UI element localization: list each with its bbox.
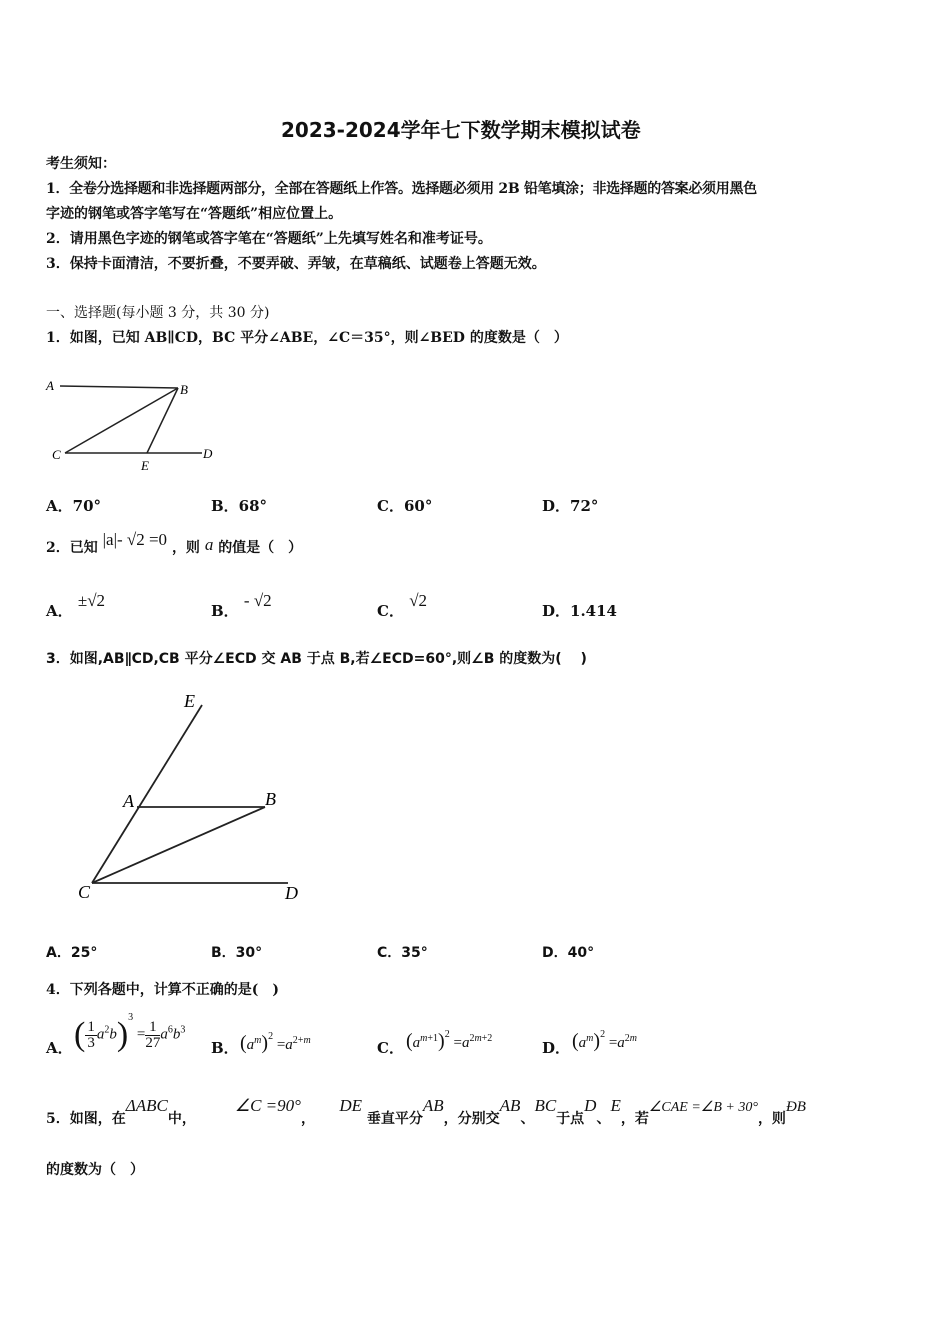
q4-option-a-formula: ( $\frac{1}{3}$ $a^2b)^3$ = $\frac{1}{27}$ $a^6b^3$ <box>74 1012 186 1053</box>
question-3-figure <box>70 685 310 910</box>
question-3-text: 3．如图,AB∥CD,CB 平分∠ECD 交 AB 于点 B,若∠ECD=60°,则∠B 的度数为( ) <box>46 651 587 667</box>
q2-option-c-label: C． <box>377 602 404 620</box>
q5-part-9: ，若 <box>620 1111 649 1127</box>
notice-line-1b: 字迹的钢笔或答字笔写在“答题纸”相应位置上。 <box>46 206 343 222</box>
label-a: A <box>46 378 54 393</box>
q2-option-d <box>542 600 617 621</box>
label-b: B <box>265 789 276 809</box>
q2-option-d-value: 1.414 <box>570 602 617 620</box>
q2-option-d-label: D． <box>542 602 571 620</box>
q5-part-5: ，分别交 <box>443 1111 500 1127</box>
q5-math-angle-c: ∠C =90° <box>234 1096 301 1115</box>
q5-math-bc: BC <box>534 1096 557 1115</box>
q2-part-1: 2．已知 <box>46 540 98 556</box>
q1-option-b: B．68° <box>211 497 268 515</box>
segment-cb <box>92 807 265 883</box>
q5-part-8: 、 <box>596 1111 611 1127</box>
q4-option-b-label: B． <box>211 1039 239 1057</box>
page-title: 2023-2024学年七下数学期末模拟试卷 <box>281 118 641 142</box>
q2-option-a-value: ±√2 <box>77 591 106 610</box>
notice-line-1a: 1．全卷分选择题和非选择题两部分，全部在答题纸上作答。选择题必须用 2B 铅笔填涂；非选择题的答案必须用黑色 <box>46 181 757 197</box>
q3-option-d: D．40° <box>542 945 595 961</box>
q2-part-3: 的值是（ ） <box>218 540 303 556</box>
label-b: B <box>180 382 188 397</box>
label-d: D <box>203 446 213 461</box>
notice-line-2: 2．请用黑色字迹的钢笔或答字笔在“答题纸”上先填写姓名和准考证号。 <box>46 231 492 247</box>
segment-ab <box>60 386 178 388</box>
q2-option-b-label: B． <box>211 602 239 620</box>
q2-part-2: ，则 <box>171 540 200 556</box>
q5-math-ab: AB <box>422 1096 444 1115</box>
q5-math-de: DE <box>339 1096 362 1115</box>
ray-ce <box>92 705 202 883</box>
q3-option-c: C．35° <box>377 945 428 961</box>
q5-part-6: 、 <box>520 1111 535 1127</box>
q2-option-c <box>377 590 428 620</box>
q4-option-c-formula: $(a^{m+1})^2 =a^{2m+2}$ <box>406 1029 493 1052</box>
label-a: A <box>123 791 134 811</box>
q5-math-e: E <box>610 1096 621 1115</box>
q3-option-a: A．25° <box>46 945 98 961</box>
q2-option-a-label: A． <box>46 602 73 620</box>
q5-part-1: 5．如图，在 <box>46 1111 126 1127</box>
q4-option-d-formula: $(a^m)^2 =a^{2m}$ <box>572 1029 638 1052</box>
q2-option-a <box>46 590 106 620</box>
q5-math-d: D <box>584 1096 597 1115</box>
label-e: E <box>184 691 195 711</box>
notice-heading: 考生须知： <box>46 156 116 172</box>
question-1-text: 1．如图，已知 AB∥CD，BC 平分∠ABE，∠C＝35°，则∠BED 的度数是（ ） <box>46 330 568 346</box>
q5-part-4: 垂直平分 <box>366 1111 423 1127</box>
label-d: D <box>285 883 298 903</box>
q1-option-a: A．70° <box>46 497 102 515</box>
label-c: C <box>78 882 91 902</box>
question-2-text <box>46 530 303 557</box>
q3-option-b: B．30° <box>211 945 263 961</box>
q5-part-10: ，则 <box>757 1111 786 1127</box>
notice-line-3: 3．保持卡面清洁，不要折叠，不要弄破、弄皱，在草稿纸、试题卷上答题无效。 <box>46 256 546 272</box>
q1-option-d: D．72° <box>542 497 599 515</box>
q5-math-angle-b: ÐB <box>785 1099 806 1115</box>
q5-part-3: ， <box>300 1111 315 1127</box>
q2-variable: a <box>204 535 214 554</box>
label-e: E <box>141 458 149 473</box>
q2-option-b <box>211 590 272 620</box>
q4-option-c-label: C． <box>377 1039 404 1057</box>
q4-option-d-label: D． <box>542 1039 571 1057</box>
q2-option-c-value: √2 <box>409 591 428 610</box>
q5-math-condition: ∠CAE =∠B + 30° <box>648 1100 758 1115</box>
q2-expression: |a|- √2 =0 <box>102 530 168 549</box>
q2-option-b-value: - √2 <box>243 591 272 610</box>
q5-part-2: 中， <box>167 1111 196 1127</box>
question-5-text <box>46 1096 806 1127</box>
q5-part-7: 于点 <box>556 1111 585 1127</box>
label-c: C <box>52 447 61 462</box>
question-4-text: 4．下列各题中，计算不正确的是( ) <box>46 982 279 998</box>
segment-cb <box>65 388 178 453</box>
question-5-line-2: 的度数为（ ） <box>46 1162 144 1178</box>
q4-option-a-label: A． <box>46 1039 73 1057</box>
q5-math-triangle: ΔABC <box>125 1096 168 1115</box>
question-1-figure <box>40 372 230 477</box>
q5-math-ab-2: AB <box>499 1096 521 1115</box>
q1-option-c: C．60° <box>377 497 433 515</box>
q4-option-b-formula: $(a^m)^2 =a^{2+m}$ <box>240 1031 311 1054</box>
section-heading: 一、选择题(每小题 3 分，共 30 分) <box>46 305 270 321</box>
